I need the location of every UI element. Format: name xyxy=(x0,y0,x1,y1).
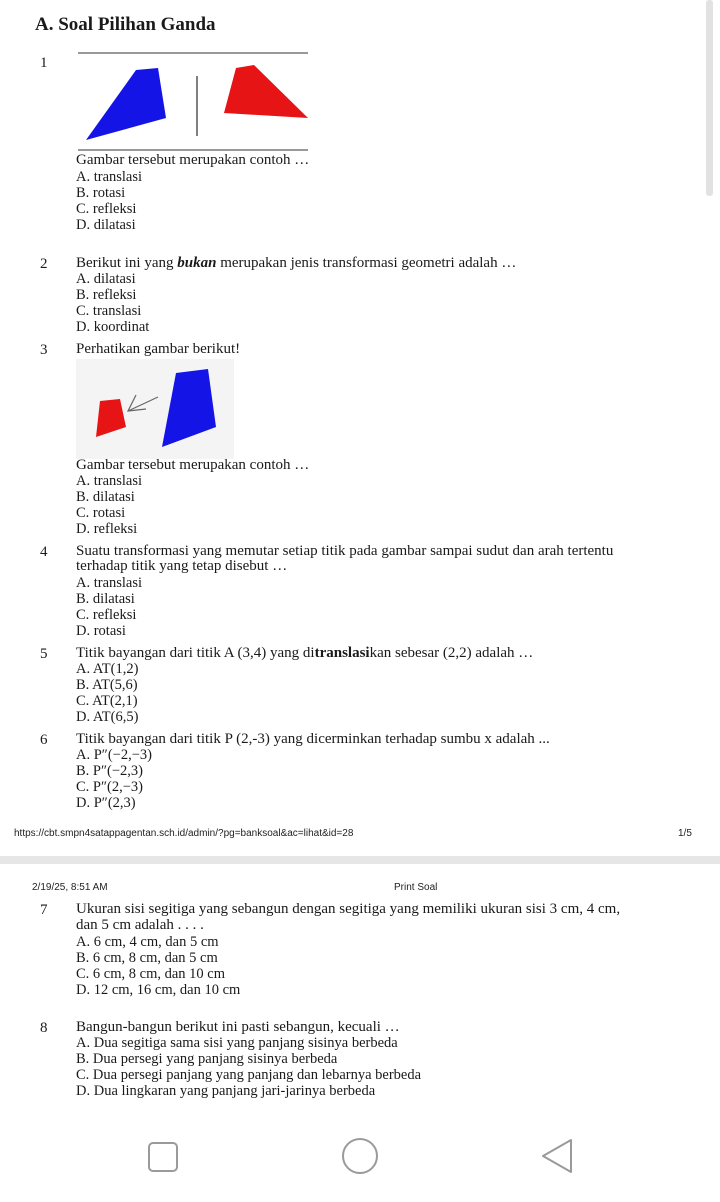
question-text-line: terhadap titik yang tetap disebut … xyxy=(76,558,288,574)
option: D. AT(6,5) xyxy=(76,709,139,725)
option: A. P″(−2,−3) xyxy=(76,747,152,763)
option: A. translasi xyxy=(76,473,143,489)
question-text: Bangun-bangun berikut ini pasti sebangun, kecuali … xyxy=(76,1019,400,1035)
triangle-back-icon xyxy=(538,1136,576,1176)
text-part: Titik bayangan dari titik A (3,4) yang di xyxy=(76,645,315,661)
option: A. AT(1,2) xyxy=(76,661,139,677)
text-part: merupakan jenis transformasi geometri adalah … xyxy=(216,255,517,271)
option: D. refleksi xyxy=(76,521,138,537)
option: A. Dua segitiga sama sisi yang panjang sisinya berbeda xyxy=(76,1035,398,1051)
option: A. dilatasi xyxy=(76,271,136,287)
option: B. Dua persegi yang panjang sisinya berbeda xyxy=(76,1051,338,1067)
print-page-number: 1/5 xyxy=(678,828,692,839)
square-icon xyxy=(146,1140,180,1174)
back-button[interactable] xyxy=(538,1136,576,1176)
question-number: 5 xyxy=(40,646,48,662)
recent-apps-button[interactable] xyxy=(146,1140,180,1174)
circle-icon xyxy=(340,1136,380,1176)
scrollbar[interactable] xyxy=(706,0,713,196)
question-text-line: dan 5 cm adalah . . . . xyxy=(76,917,204,933)
option: D. koordinat xyxy=(76,319,150,335)
emphasis-text: bukan xyxy=(177,255,217,271)
print-header-title: Print Soal xyxy=(394,882,438,893)
option: B. dilatasi xyxy=(76,489,135,505)
print-header-datetime: 2/19/25, 8:51 AM xyxy=(32,882,108,893)
option: D. 12 cm, 16 cm, dan 10 cm xyxy=(76,982,241,998)
q1-reflection-figure xyxy=(76,48,310,154)
blue-quadrilateral xyxy=(86,68,166,140)
section-title: A. Soal Pilihan Ganda xyxy=(35,14,216,35)
option: D. rotasi xyxy=(76,623,126,639)
home-button[interactable] xyxy=(340,1136,380,1176)
question-text: Titik bayangan dari titik P (2,-3) yang dicerminkan terhadap sumbu x adalah ... xyxy=(76,731,550,747)
question-text xyxy=(76,646,533,661)
option: A. translasi xyxy=(76,575,143,591)
question-number: 7 xyxy=(40,902,48,918)
text-part: Berikut ini yang xyxy=(76,255,178,271)
option: B. refleksi xyxy=(76,287,137,303)
option: B. rotasi xyxy=(76,185,126,201)
question-text: Gambar tersebut merupakan contoh … xyxy=(76,152,310,168)
option: D. dilatasi xyxy=(76,217,136,233)
option: B. dilatasi xyxy=(76,591,135,607)
option: C. 6 cm, 8 cm, dan 10 cm xyxy=(76,966,226,982)
question-number: 6 xyxy=(40,732,48,748)
option: C. rotasi xyxy=(76,505,126,521)
option: B. 6 cm, 8 cm, dan 5 cm xyxy=(76,950,218,966)
option: C. translasi xyxy=(76,303,142,319)
page-separator xyxy=(0,856,720,864)
question-number: 2 xyxy=(40,256,48,272)
option: A. 6 cm, 4 cm, dan 5 cm xyxy=(76,934,219,950)
option: C. Dua persegi panjang yang panjang dan lebarnya berbeda xyxy=(76,1067,422,1083)
emphasis-text: translasi xyxy=(314,645,370,661)
question-intro: Perhatikan gambar berikut! xyxy=(76,341,241,357)
question-text: Gambar tersebut merupakan contoh … xyxy=(76,457,310,473)
question-text xyxy=(76,256,516,271)
print-footer-url: https://cbt.smpn4satappagentan.sch.id/admin/?pg=banksoal&ac=lihat&id=28 xyxy=(14,828,354,839)
question-text-line: Suatu transformasi yang memutar setiap titik pada gambar sampai sudut dan arah tertentu xyxy=(76,543,614,559)
q3-dilation-figure xyxy=(76,359,234,459)
red-quadrilateral xyxy=(224,65,308,118)
text-part: kan sebesar (2,2) adalah … xyxy=(369,645,534,661)
question-number: 4 xyxy=(40,544,48,560)
option: D. P″(2,3) xyxy=(76,795,136,811)
question-number: 1 xyxy=(40,55,48,71)
option: C. P″(2,−3) xyxy=(76,779,143,795)
option: C. refleksi xyxy=(76,607,137,623)
question-text-line: Ukuran sisi segitiga yang sebangun dengan segitiga yang memiliki ukuran sisi 3 cm, 4 cm, xyxy=(76,901,621,917)
system-navigation-bar xyxy=(0,1118,720,1202)
option: C. AT(2,1) xyxy=(76,693,138,709)
option: B. P″(−2,3) xyxy=(76,763,143,779)
option: D. Dua lingkaran yang panjang jari-jarinya berbeda xyxy=(76,1083,376,1099)
option: A. translasi xyxy=(76,169,143,185)
option: C. refleksi xyxy=(76,201,137,217)
question-number: 8 xyxy=(40,1020,48,1036)
option: B. AT(5,6) xyxy=(76,677,138,693)
question-number: 3 xyxy=(40,342,48,358)
